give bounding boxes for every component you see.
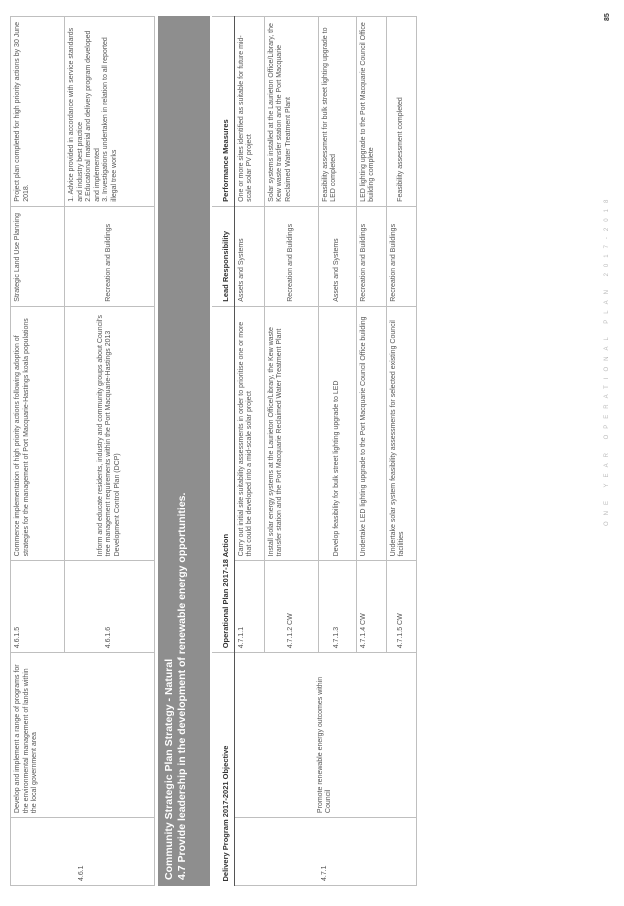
action-code: 4.7.1.5 CW bbox=[386, 561, 416, 653]
responsibility: Strategic Land Use Planning bbox=[11, 206, 65, 306]
measure: 1. Advice provided in accordance with service standards and industry best practice 2.Educational material and delivery program developed and implemented 3. Investigations undertaken in relation to all reported illegal tree works bbox=[65, 17, 155, 207]
action-desc: Undertake solar system feasibility assessments for selected existing Council facilities bbox=[386, 306, 416, 561]
bottom-table bbox=[212, 16, 417, 886]
action-desc: Carry out initial site suitability assessments in order to prioritise one or more that could be developed into a mid-scale solar project bbox=[234, 306, 264, 561]
action-code: 4.6.1.5 bbox=[11, 561, 65, 653]
measure: Project plan completed for high priority actions by 30 June 2018. bbox=[11, 17, 65, 207]
objective-text: Develop and implement a range of programs for the environmental management of lands within the local government area bbox=[11, 653, 155, 818]
action-desc: Install solar energy systems at the Laurieton Office/Library, the Kew waste transfer station and the Port Macquarie Reclaimed Water Treatment Plant bbox=[264, 306, 318, 561]
header-measures: Performance Measures bbox=[212, 17, 234, 207]
page-number: 85 bbox=[604, 13, 611, 21]
band-subtitle: 4.7 Provide leadership in the development of renewable energy opportunities. bbox=[176, 492, 188, 880]
action-desc: Inform and educate residents, industry and community groups about Council's tree management requirements within the Port Macquarie-Hastings 2013 Development Control Plan (DCP) bbox=[65, 306, 155, 561]
responsibility: Assets and Systems bbox=[234, 206, 264, 306]
footer-text: ONE YEAR OPERATIONAL PLAN 2017-2018 bbox=[604, 193, 610, 526]
action-desc: Develop feasibility for bulk street lighting upgrade to LED bbox=[318, 306, 356, 561]
measure: LED lighting upgrade to the Port Macquarie Council Office building complete bbox=[356, 17, 386, 207]
strategy-band bbox=[158, 16, 210, 886]
objective-code: 4.6.1 bbox=[11, 818, 155, 886]
action-code: 4.7.1.1 bbox=[234, 561, 264, 653]
top-table bbox=[10, 16, 155, 886]
measure: One or more sites identified as suitable for future mid-scale solar PV project bbox=[234, 17, 264, 207]
header-row bbox=[212, 17, 234, 886]
action-code: 4.7.1.4 CW bbox=[356, 561, 386, 653]
measure: Feasibility assessment for bulk street lighting upgrade to LED completed bbox=[318, 17, 356, 207]
header-action: Operational Plan 2017-18 Action bbox=[212, 306, 234, 653]
band-title: Community Strategic Plan Strategy - Natural bbox=[163, 658, 175, 880]
action-desc: Undertake LED lighting upgrade to the Port Macquarie Council Office building bbox=[356, 306, 386, 561]
responsibility: Recreation and Buildings bbox=[264, 206, 318, 306]
action-desc: Commence implementation of high priority actions following adoption of strategies for the management of Port Macquarie-Hastings koala populations bbox=[11, 306, 65, 561]
table-row bbox=[234, 17, 264, 886]
header-delivery: Delivery Program 2017-2021 Objective bbox=[212, 653, 234, 886]
measure: Solar systems installed at the Laurieton Office/Library, the Kew waste transfer station and the Port Macquarie Reclaimed Water Treatment Plant bbox=[264, 17, 318, 207]
action-code: 4.7.1.2 CW bbox=[264, 561, 318, 653]
table-row bbox=[11, 17, 65, 886]
header-responsibility: Lead Responsibility bbox=[212, 206, 234, 306]
action-code: 4.7.1.3 bbox=[318, 561, 356, 653]
measure: Feasibility assessment completed bbox=[386, 17, 416, 207]
objective-code: 4.7.1 bbox=[234, 818, 416, 886]
objective-text: Promote renewable energy outcomes within Council bbox=[234, 653, 416, 818]
responsibility: Recreation and Buildings bbox=[356, 206, 386, 306]
action-code: 4.6.1.6 bbox=[65, 561, 155, 653]
responsibility: Recreation and Buildings bbox=[65, 206, 155, 306]
responsibility: Recreation and Buildings bbox=[386, 206, 416, 306]
responsibility: Assets and Systems bbox=[318, 206, 356, 306]
